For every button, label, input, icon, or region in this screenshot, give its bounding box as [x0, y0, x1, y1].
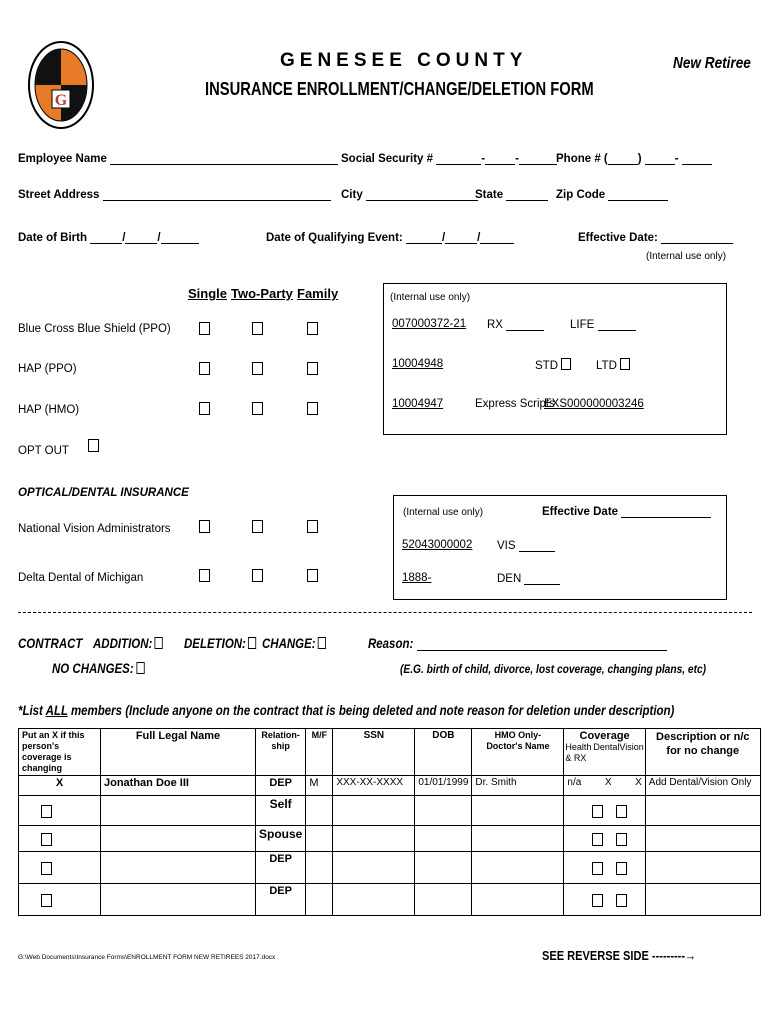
- dob-cell[interactable]: [415, 884, 472, 916]
- header-health-rx: Health & RX: [565, 742, 592, 763]
- plan-delta-dental: Delta Dental of Michigan: [18, 572, 144, 584]
- header-hmo-doctor: HMO Only- Doctor's Name: [472, 729, 564, 776]
- bcbs-family-checkbox[interactable]: [307, 322, 318, 335]
- coverage-cell[interactable]: [564, 852, 645, 884]
- dental-single-checkbox[interactable]: [199, 569, 210, 582]
- col-single: Single: [188, 286, 228, 301]
- dob-cell[interactable]: [415, 852, 472, 884]
- relationship-cell: DEP: [256, 852, 306, 884]
- reason-examples: (E.G. birth of child, divorce, lost coverage, changing plans, etc): [400, 662, 707, 676]
- member-row-dep-2: [19, 884, 761, 916]
- vision-family-checkbox[interactable]: [307, 520, 318, 533]
- hap-ppo-family-checkbox[interactable]: [307, 362, 318, 375]
- contract-label: CONTRACT: [18, 635, 83, 651]
- state-field[interactable]: State: [475, 188, 548, 201]
- internal-use-label-optical: (Internal use only): [403, 507, 484, 518]
- effective-date-field[interactable]: Effective Date:: [578, 231, 733, 244]
- std-field[interactable]: STD: [535, 358, 571, 372]
- street-address-field[interactable]: Street Address: [18, 188, 331, 201]
- relationship-cell: Spouse: [256, 826, 306, 852]
- table-header-row: [19, 729, 761, 776]
- description-cell[interactable]: [645, 852, 760, 884]
- ssn-field[interactable]: Social Security # - -: [341, 152, 557, 165]
- doctor-cell[interactable]: [472, 884, 564, 916]
- change-x-cell[interactable]: [19, 796, 101, 826]
- hap-hmo-two-party-checkbox[interactable]: [252, 402, 263, 415]
- ssn-cell[interactable]: [333, 796, 415, 826]
- header-full-name: Full Legal Name: [101, 729, 256, 776]
- header-dental: Dental: [593, 742, 620, 752]
- member-row-dep-1: [19, 852, 761, 884]
- file-path: G:\Web Documents\Insurance Forms\ENROLLMENT FORM NEW RETIREES 2017.docx: [18, 954, 276, 961]
- vis-field[interactable]: VIS: [497, 539, 555, 552]
- vision-single-checkbox[interactable]: [199, 520, 210, 533]
- vision-group-code: 52043000002: [402, 539, 473, 551]
- example-vision: X: [635, 777, 642, 788]
- relationship-cell: DEP: [256, 884, 306, 916]
- relationship-cell: Self: [256, 796, 306, 826]
- doctor-cell[interactable]: [472, 826, 564, 852]
- hap-ppo-group-code: 10004948: [392, 358, 444, 370]
- header-ssn: SSN: [333, 729, 415, 776]
- doctor-cell[interactable]: [472, 852, 564, 884]
- hap-hmo-single-checkbox[interactable]: [199, 402, 210, 415]
- county-seal-logo: [28, 40, 94, 130]
- zip-code-field[interactable]: Zip Code: [556, 188, 668, 201]
- dental-two-party-checkbox[interactable]: [252, 569, 263, 582]
- internal-use-label-medical: (Internal use only): [390, 292, 471, 303]
- header-put-x: Put an X if this person's coverage is changing: [19, 729, 101, 776]
- change-option[interactable]: CHANGE:: [262, 635, 326, 651]
- full-name-cell[interactable]: [101, 826, 256, 852]
- description-cell[interactable]: [645, 796, 760, 826]
- plan-bcbs-ppo: Blue Cross Blue Shield (PPO): [18, 323, 171, 335]
- county-title: GENESEE COUNTY: [280, 50, 528, 71]
- header-mf: M/F: [306, 729, 333, 776]
- plan-hap-hmo: HAP (HMO): [18, 404, 80, 416]
- reason-field[interactable]: Reason:: [368, 635, 667, 651]
- member-row-spouse: [19, 826, 761, 852]
- form-title: INSURANCE ENROLLMENT/CHANGE/DELETION FORM: [205, 79, 594, 99]
- header-coverage: [564, 729, 645, 776]
- qualifying-event-date-field[interactable]: Date of Qualifying Event: / /: [266, 231, 514, 244]
- den-field[interactable]: DEN: [497, 572, 560, 585]
- coverage-cell[interactable]: [564, 796, 645, 826]
- plan-national-vision: National Vision Administrators: [18, 523, 171, 535]
- ssn-cell[interactable]: [333, 852, 415, 884]
- change-x-cell[interactable]: [19, 826, 101, 852]
- internal-use-note: (Internal use only): [646, 251, 727, 262]
- header-dob: DOB: [415, 729, 472, 776]
- no-changes-option[interactable]: NO CHANGES:: [52, 660, 144, 676]
- vision-two-party-checkbox[interactable]: [252, 520, 263, 533]
- col-two-party: Two-Party: [231, 286, 293, 301]
- express-scripts-code: EXS000000003246: [544, 398, 644, 410]
- mf-cell[interactable]: [306, 884, 333, 916]
- header-description: Description or n/c for no change: [645, 729, 760, 776]
- optical-dental-heading: OPTICAL/DENTAL INSURANCE: [18, 487, 189, 499]
- ssn-cell[interactable]: [333, 884, 415, 916]
- see-reverse-side: SEE REVERSE SIDE ---------→: [542, 948, 697, 963]
- header-relationship: Relation-ship: [256, 729, 306, 776]
- optical-effective-date-field[interactable]: Effective Date: [542, 505, 711, 518]
- hap-hmo-group-code: 10004947: [392, 398, 444, 410]
- description-cell[interactable]: [645, 826, 760, 852]
- hap-hmo-family-checkbox[interactable]: [307, 402, 318, 415]
- example-dental: X: [604, 777, 612, 788]
- full-name-cell[interactable]: [101, 796, 256, 826]
- header-coverage-title: Coverage: [579, 730, 630, 742]
- coverage-cell[interactable]: [564, 884, 645, 916]
- example-desc: Add Dental/Vision Only: [645, 776, 760, 796]
- list-members-instruction: *List ALL members (Include anyone on the contract that is being deleted and note reason for deletion under description): [18, 702, 675, 718]
- bcbs-group-code: 007000372-21: [392, 318, 467, 330]
- express-scripts-label: Express Scripts: [475, 398, 555, 410]
- hap-ppo-two-party-checkbox[interactable]: [252, 362, 263, 375]
- ltd-field[interactable]: LTD: [596, 358, 630, 372]
- deletion-option[interactable]: DELETION:: [184, 635, 257, 651]
- doctor-cell[interactable]: [472, 796, 564, 826]
- rx-field[interactable]: RX: [487, 318, 544, 331]
- mf-cell[interactable]: [306, 796, 333, 826]
- employee-name-field[interactable]: Employee Name: [18, 152, 338, 165]
- dob-cell[interactable]: [415, 826, 472, 852]
- dob-cell[interactable]: [415, 796, 472, 826]
- mf-cell[interactable]: [306, 852, 333, 884]
- dental-group-code: 1888-: [402, 572, 432, 584]
- addition-option[interactable]: ADDITION:: [93, 635, 163, 651]
- members-table: [18, 728, 761, 916]
- example-doctor: Dr. Smith: [472, 776, 564, 796]
- mf-cell[interactable]: [306, 826, 333, 852]
- date-of-birth-field[interactable]: Date of Birth / /: [18, 231, 199, 244]
- example-coverage: [564, 776, 645, 796]
- new-retiree-label: New Retiree: [673, 55, 751, 72]
- section-divider: [18, 612, 752, 613]
- bcbs-single-checkbox[interactable]: [199, 322, 210, 335]
- opt-out-checkbox[interactable]: [88, 439, 99, 452]
- col-family: Family: [297, 286, 339, 301]
- header-vision: Vision: [619, 742, 644, 752]
- ssn-cell[interactable]: [333, 826, 415, 852]
- dental-family-checkbox[interactable]: [307, 569, 318, 582]
- example-row: [19, 776, 761, 796]
- coverage-cell[interactable]: [564, 826, 645, 852]
- change-x-cell[interactable]: [19, 884, 101, 916]
- example-rel: DEP: [256, 776, 306, 796]
- opt-out-label: OPT OUT: [18, 445, 69, 457]
- example-dob: 01/01/1999: [415, 776, 472, 796]
- example-ssn: XXX-XX-XXXX: [333, 776, 415, 796]
- city-field[interactable]: City: [341, 188, 478, 201]
- change-x-cell[interactable]: [19, 852, 101, 884]
- description-cell[interactable]: [645, 884, 760, 916]
- bcbs-two-party-checkbox[interactable]: [252, 322, 263, 335]
- svg-text:G: G: [54, 92, 68, 109]
- plan-hap-ppo: HAP (PPO): [18, 363, 77, 375]
- full-name-cell[interactable]: [101, 884, 256, 916]
- member-row-self: [19, 796, 761, 826]
- example-mf: M: [306, 776, 333, 796]
- full-name-cell[interactable]: [101, 852, 256, 884]
- example-health: n/a: [567, 777, 582, 788]
- life-field[interactable]: LIFE: [570, 318, 636, 331]
- example-name: Jonathan Doe III: [101, 776, 256, 796]
- phone-field[interactable]: Phone # ( ) -: [556, 152, 712, 165]
- example-x: X: [19, 776, 101, 796]
- hap-ppo-single-checkbox[interactable]: [199, 362, 210, 375]
